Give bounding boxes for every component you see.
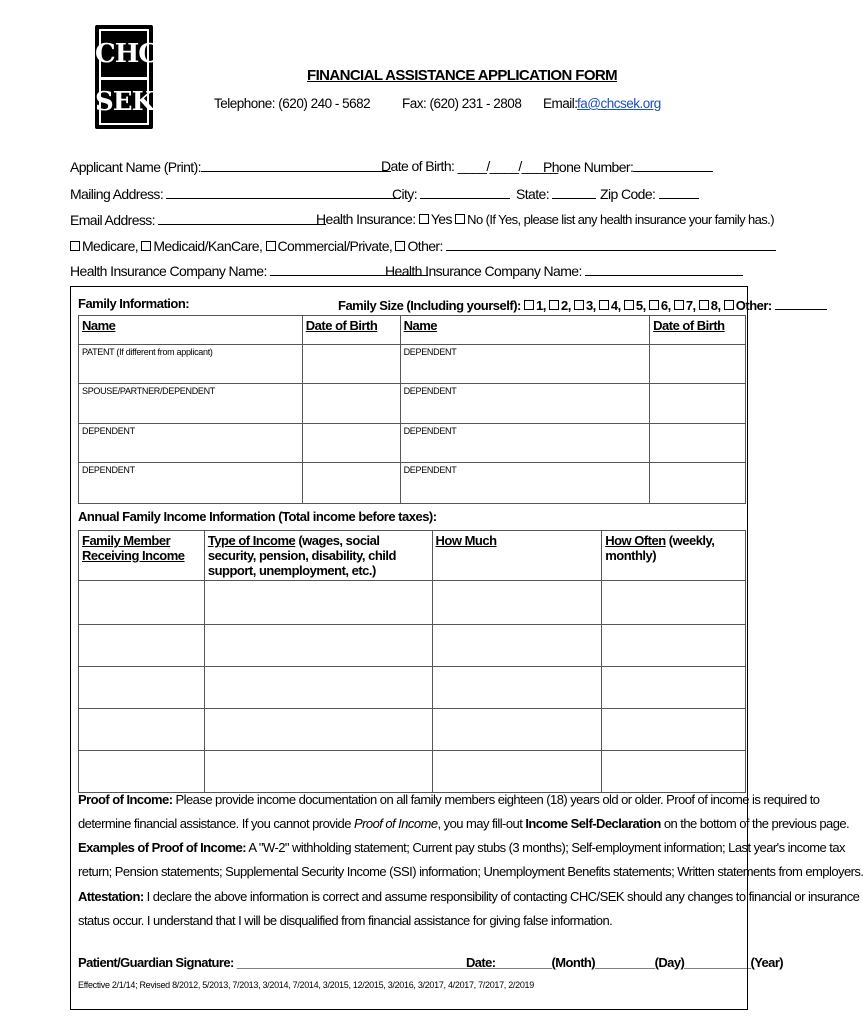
applicant-name-label: Applicant Name (Print): (70, 159, 201, 175)
examples-line-1 (78, 840, 845, 855)
income-row-3-type[interactable] (204, 667, 432, 709)
family-row-2-name[interactable]: SPOUSE/PARTNER/DEPENDENT (79, 384, 303, 424)
examples-label: Examples of Proof of Income: (78, 840, 247, 855)
size-4-label: 4, (610, 298, 621, 313)
proof-label: Proof of Income: (78, 792, 173, 807)
chcsek-logo (95, 25, 158, 129)
income-row-4-member[interactable] (79, 709, 205, 751)
col-how-often (602, 531, 746, 581)
family-row-3-dob[interactable] (302, 424, 400, 463)
size-5-checkbox[interactable] (624, 300, 634, 310)
family-row-3-name[interactable]: DEPENDENT (79, 424, 303, 463)
family-row-4-dob[interactable] (302, 463, 400, 504)
income-row-5-amount[interactable] (432, 751, 602, 793)
signature-date[interactable]: Date: ________(Month)_________(Day)__________(Year) (466, 955, 784, 970)
health-insurance-label: Health Insurance: (316, 211, 416, 227)
income-row-1-type[interactable] (204, 581, 432, 625)
proof-line-1 (78, 792, 819, 807)
col-name-1: Name (79, 316, 303, 345)
proof-line-2 (78, 816, 849, 831)
income-row-3-frequency[interactable] (602, 667, 746, 709)
size-2-checkbox[interactable] (549, 300, 559, 310)
email-label: Email: (543, 96, 578, 111)
address-label: Mailing Address: (70, 186, 164, 202)
income-row-2-amount[interactable] (432, 625, 602, 667)
size-2-label: 2, (560, 298, 571, 313)
proof-text-1: Please provide income documentation on all family members eighteen (18) years old or older. Proof of income is required to (172, 792, 820, 807)
col-dob-1: Date of Birth (302, 316, 400, 345)
family-row-2-dependent[interactable]: DEPENDENT (400, 384, 650, 424)
family-info-heading: Family Information: (78, 296, 190, 311)
income-row-4-amount[interactable] (432, 709, 602, 751)
phone-label: Phone Number: (543, 159, 634, 175)
col-family-member: Family Member Receiving Income (79, 531, 205, 581)
col-how-often-title: How Often (605, 533, 666, 548)
income-row-1-frequency[interactable] (602, 581, 746, 625)
applicant-name-field[interactable] (201, 158, 391, 172)
family-row-2-dob[interactable] (302, 384, 400, 424)
col-how-much: How Much (432, 531, 602, 581)
form-title: FINANCIAL ASSISTANCE APPLICATION FORM (307, 67, 618, 84)
yes-label: Yes (430, 211, 452, 227)
proof-text-2b: , you may fill-out (437, 816, 526, 831)
size-other-label: Other: (735, 298, 772, 313)
size-1-checkbox[interactable] (524, 300, 534, 310)
income-row-2-member[interactable] (79, 625, 205, 667)
state-field[interactable] (552, 185, 596, 199)
logo-text-bottom: SEK (95, 87, 154, 117)
col-dob-2: Date of Birth (650, 316, 746, 345)
family-row-1-dob[interactable] (302, 345, 400, 384)
fax: Fax: (620) 231 - 2808 (402, 96, 522, 111)
size-3-checkbox[interactable] (574, 300, 584, 310)
family-row-1-dependent[interactable]: DEPENDENT (400, 345, 650, 384)
family-row-4-name[interactable]: DEPENDENT (79, 463, 303, 504)
size-7-checkbox[interactable] (674, 300, 684, 310)
no-label: No (If Yes, please list any health insurance your family has.) (467, 212, 774, 227)
family-row-1-dependent-dob[interactable] (650, 345, 746, 384)
proof-text-2-italic: Proof of Income (353, 816, 438, 831)
signature-line[interactable]: Patient/Guardian Signature: _________________________________________ (78, 955, 509, 970)
city-field[interactable] (420, 185, 510, 199)
medicaid-label: Medicaid/KanCare, (153, 238, 263, 254)
attestation-text-1: I declare the above information is correct and assume responsibility of contacting CHC/SEK should any changes to financial or insurance (143, 889, 860, 904)
size-4-checkbox[interactable] (599, 300, 609, 310)
insurance-company-field-2[interactable] (585, 262, 743, 276)
examples-text-1: A "W-2" withholding statement; Current pay stubs (3 months); Self-employment information; Last year's income tax (246, 840, 845, 855)
income-table (78, 530, 746, 793)
income-row-3-member[interactable] (79, 667, 205, 709)
family-row-4-dependent-dob[interactable] (650, 463, 746, 504)
income-row-2-frequency[interactable] (602, 625, 746, 667)
telephone: Telephone: (620) 240 - 5682 (214, 96, 371, 111)
size-1-label: 1, (536, 298, 546, 313)
family-row-1-name[interactable]: PATENT (If different from applicant) (79, 345, 303, 384)
insurance-company-label-2: Health Insurance Company Name: (385, 263, 582, 279)
income-row-5-frequency[interactable] (602, 751, 746, 793)
size-7-label: 7, (685, 298, 696, 313)
size-6-label: 6, (660, 298, 671, 313)
email-link[interactable]: fa@chcsek.org (577, 96, 661, 111)
yes-checkbox[interactable] (419, 214, 429, 224)
other-insurance-checkbox[interactable] (395, 241, 405, 251)
medicaid-checkbox[interactable] (141, 241, 151, 251)
proof-text-2d: on the bottom of the previous page. (660, 816, 850, 831)
medicare-checkbox[interactable] (70, 241, 80, 251)
family-size-row (338, 296, 827, 313)
no-checkbox[interactable] (455, 214, 465, 224)
family-row-4-dependent[interactable]: DEPENDENT (400, 463, 650, 504)
income-row-4-frequency[interactable] (602, 709, 746, 751)
address-field[interactable] (166, 185, 400, 199)
income-heading: Annual Family Income Information (Total income before taxes): (78, 509, 437, 524)
attestation-label: Attestation: (78, 889, 144, 904)
attestation-line-2: status occur. I understand that I will be disqualified from financial assistance for giving false information. (78, 913, 613, 928)
examples-line-2: return; Pension statements; Supplemental Security Income (SSI) information; Unemployment Benefits statements; Written statements from employers. (78, 864, 863, 879)
size-8-checkbox[interactable] (699, 300, 709, 310)
income-row-3-amount[interactable] (432, 667, 602, 709)
state-label: State: (516, 186, 549, 202)
family-table (78, 315, 746, 504)
size-8-label: 8, (710, 298, 721, 313)
logo-text-top: CHC (95, 39, 158, 69)
col-type-of-income-desc: (wages, social security, pension, disability, child support, unemployment, etc.) (207, 533, 396, 578)
insurance-company-label-1: Health Insurance Company Name: (70, 263, 267, 279)
zip-label: Zip Code: (600, 186, 656, 202)
zip-field[interactable] (659, 185, 699, 199)
size-other-checkbox[interactable] (724, 300, 734, 310)
size-other-field[interactable] (775, 296, 827, 310)
city-label: City: (392, 186, 418, 202)
other-insurance-field[interactable] (446, 237, 776, 251)
commercial-checkbox[interactable] (266, 241, 276, 251)
family-row-3-dependent[interactable]: DEPENDENT (400, 424, 650, 463)
income-row-1-member[interactable] (79, 581, 205, 625)
phone-field[interactable] (633, 158, 713, 172)
self-declaration-text: Income Self-Declaration (525, 816, 661, 831)
medicare-label: Medicare, (82, 238, 139, 254)
commercial-label: Commercial/Private, (277, 238, 393, 254)
email-address-field[interactable] (158, 211, 326, 225)
income-row-5-member[interactable] (79, 751, 205, 793)
col-name-2: Name (400, 316, 650, 345)
email-address-label: Email Address: (70, 212, 155, 228)
income-row-5-type[interactable] (204, 751, 432, 793)
family-row-3-dependent-dob[interactable] (650, 424, 746, 463)
dob-label: Date of Birth: (381, 158, 455, 174)
size-6-checkbox[interactable] (649, 300, 659, 310)
family-row-2-dependent-dob[interactable] (650, 384, 746, 424)
other-insurance-label: Other: (407, 238, 443, 254)
size-3-label: 3, (585, 298, 596, 313)
attestation-line-1 (78, 889, 859, 904)
revision-footer: Effective 2/1/14; Revised 8/2012, 5/2013, 7/2013, 3/2014, 7/2014, 3/2015, 12/2015, 3/2016, 3/2017, 4/2017, 7/2017, 2/2019 (78, 980, 534, 990)
col-type-of-income-title: Type of Income (207, 533, 296, 548)
col-type-of-income (204, 531, 432, 581)
size-5-label: 5, (635, 298, 646, 313)
income-row-1-amount[interactable] (432, 581, 602, 625)
col-how-often-desc: (weekly, monthly) (605, 533, 715, 563)
family-size-label: Family Size (Including yourself): (338, 298, 521, 313)
dob-field[interactable]: ____/____/_____ (457, 158, 558, 174)
income-row-4-type[interactable] (204, 709, 432, 751)
proof-text-2a: determine financial assistance. If you cannot provide (78, 816, 354, 831)
income-row-2-type[interactable] (204, 625, 432, 667)
